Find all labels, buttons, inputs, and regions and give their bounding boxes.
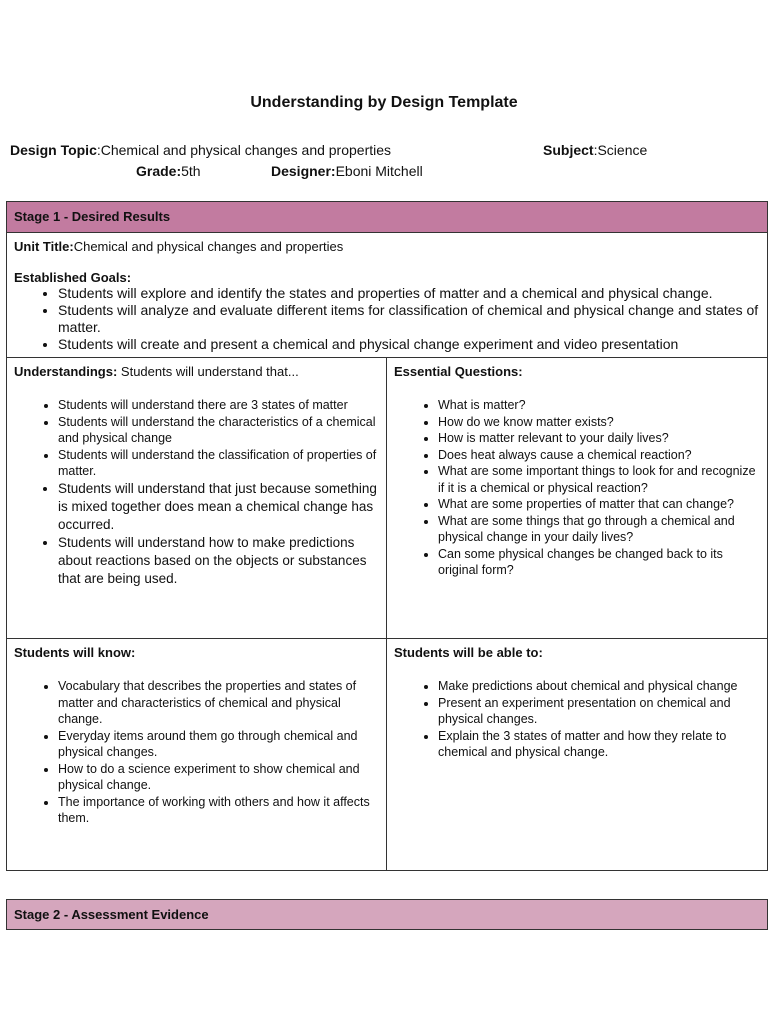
understandings-list xyxy=(14,397,379,588)
know-item: • Everyday items around them go through chemical and physical changes. xyxy=(58,728,379,761)
subject-line xyxy=(543,142,647,158)
know-item: • How to do a science experiment to show chemical and physical change. xyxy=(58,761,379,794)
students-know-list xyxy=(14,678,379,827)
goal-item: • Students will explore and identify the states and properties of matter and a chemical and physical change. xyxy=(58,285,760,302)
students-able-label: Students will be able to: xyxy=(394,645,543,660)
goal-item: • Students will create and present a chemical and physical change experiment and video presentation xyxy=(58,336,760,353)
design-topic-line xyxy=(10,142,391,158)
understandings-cell xyxy=(7,358,387,638)
essential-questions-label: Essential Questions: xyxy=(394,364,523,379)
question-item: • Does heat always cause a chemical reaction? xyxy=(438,447,760,464)
students-know-cell xyxy=(7,639,387,870)
students-able-list xyxy=(394,678,760,761)
designer-label: Designer: xyxy=(271,163,336,179)
understanding-item: • Students will understand there are 3 states of matter xyxy=(58,397,379,414)
understandings-intro: Students will understand that... xyxy=(117,364,299,379)
question-item: • Can some physical changes be changed back to its original form? xyxy=(438,546,760,579)
subject-label: Subject xyxy=(543,142,594,158)
essential-questions-cell xyxy=(387,358,767,638)
goals-label: Established Goals: xyxy=(14,270,132,285)
stage1-header: Stage 1 - Desired Results xyxy=(7,202,767,233)
grade-line xyxy=(136,163,201,179)
unit-title xyxy=(14,239,760,254)
goals-list xyxy=(14,285,760,353)
grade-label: Grade: xyxy=(136,163,182,179)
stage2-header: Stage 2 - Assessment Evidence xyxy=(7,900,767,929)
know-item: • Vocabulary that describes the properties and states of matter and characteristics of chemical and physical change. xyxy=(58,678,379,728)
question-item: • What is matter? xyxy=(438,397,760,414)
designer-value: Eboni Mitchell xyxy=(335,163,423,179)
unit-title-value: Chemical and physical changes and properties xyxy=(73,239,344,254)
know-item: • The importance of working with others and how it affects them. xyxy=(58,794,379,827)
able-item: • Present an experiment presentation on chemical and physical changes. xyxy=(438,695,760,728)
page-title: Understanding by Design Template xyxy=(250,94,518,111)
question-item: • What are some things that go through a chemical and physical change in your daily lives? xyxy=(438,513,760,546)
question-item: • What are some important things to look for and recognize if it is a chemical or physical reaction? xyxy=(438,463,760,496)
question-item: • How is matter relevant to your daily lives? xyxy=(438,430,760,447)
designer-line xyxy=(271,163,423,179)
understandings-label: Understandings: xyxy=(14,364,118,379)
subject-value: :Science xyxy=(593,142,648,158)
understandings-heading xyxy=(14,364,379,379)
stage2-table xyxy=(6,899,768,930)
understandings-row xyxy=(7,358,767,639)
goal-item: • Students will analyze and evaluate different items for classification of chemical and physical change and states of matter. xyxy=(58,302,760,336)
design-topic-value: :Chemical and physical changes and properties xyxy=(96,142,392,158)
understanding-item: • Students will understand how to make predictions about reactions based on the objects or substances that are being used. xyxy=(58,534,379,588)
knowledge-skills-row xyxy=(7,639,767,870)
grade-value: 5th xyxy=(181,163,201,179)
understanding-item: • Students will understand the classification of properties of matter. xyxy=(58,447,379,480)
understanding-item: • Students will understand that just because something is mixed together does mean a chemical change has occurred. xyxy=(58,480,379,534)
understanding-item: • Students will understand the characteristics of a chemical and physical change xyxy=(58,414,379,447)
question-item: • How do we know matter exists? xyxy=(438,414,760,431)
students-know-label: Students will know: xyxy=(14,645,136,660)
unit-goals-cell xyxy=(7,233,767,358)
essential-questions-list xyxy=(394,397,760,579)
unit-title-label: Unit Title: xyxy=(14,239,74,254)
stage1-table xyxy=(6,201,768,871)
design-topic-label: Design Topic xyxy=(10,142,97,158)
able-item: • Explain the 3 states of matter and how they relate to chemical and physical change. xyxy=(438,728,760,761)
students-able-cell xyxy=(387,639,767,870)
able-item: • Make predictions about chemical and physical change xyxy=(438,678,760,695)
question-item: • What are some properties of matter that can change? xyxy=(438,496,760,513)
